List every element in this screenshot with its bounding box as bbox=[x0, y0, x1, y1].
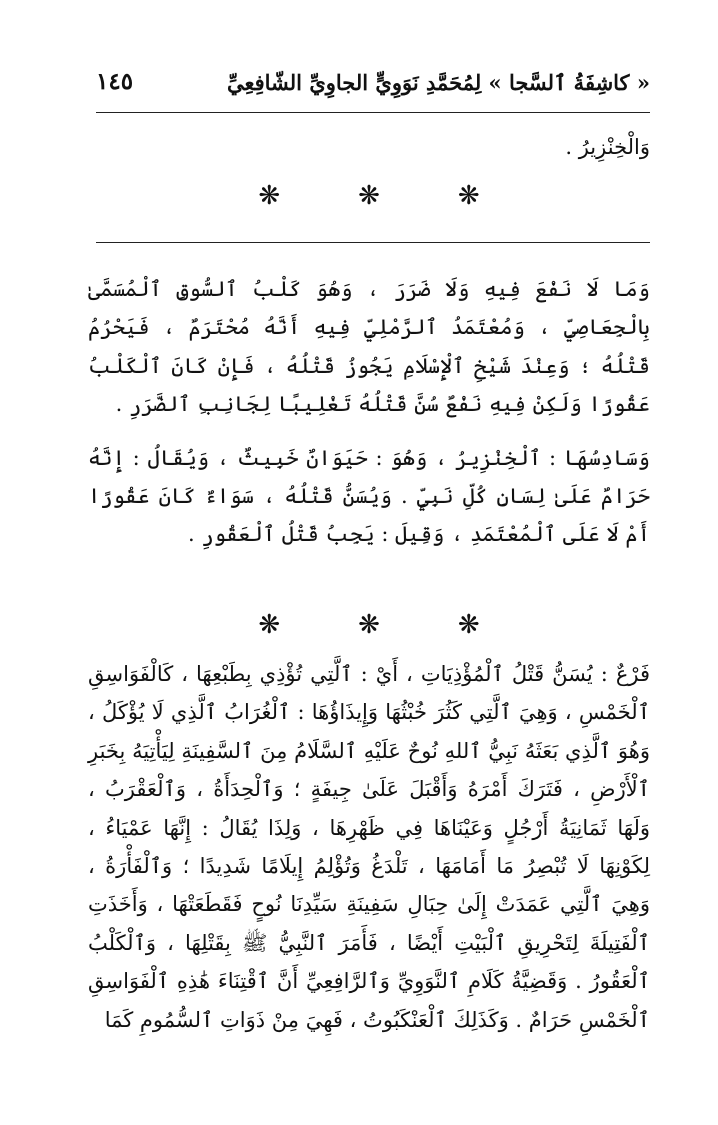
separator-star: ❋ bbox=[358, 610, 380, 640]
text-section-3 bbox=[88, 655, 650, 1054]
paragraph: فَرْعٌ : يُسَنُّ قَتْلُ ٱلْمُؤْذِيَاتِ ، أَيْ : ٱلَّتِي تُؤْذِي بِطَبْعِهَا ، كَالْفَوَاسِقِ ٱلْخَمْسِ ، وَهِيَ ٱلَّتِي كَثُرَ خُبْثُهَا وَإِيذَاؤُهَا : ٱلْغُرَابُ ٱلَّذِي لَا يُؤْكَلُ ، وَهُوَ ٱلَّذِي بَعَثَهُ نَبِيُّ ٱللهِ نُوحٌ عَلَيْهِ ٱلسَّلَامُ مِنَ ٱلسَّفِينَةِ لِيَأْتِيَهُ بِخَبَرِ ٱلْأَرْضِ ، فَتَرَكَ أَمْرَهُ وَأَقْبَلَ عَلَىٰ جِيفَةٍ ؛ وَٱلْحِدَأَةُ ، وَٱلْعَقْرَبُ ، وَلَهَا ثَمَانِيَةُ أَرْجُلٍ وَعَيْنَاهَا فِي ظَهْرِهَا ، وَلِذَا يُقَالُ : إِنَّهَا عَمْيَاءُ ، لِكَوْنِهَا لَا تُبْصِرُ مَا أَمَامَهَا ، تَلْدَغُ وَتُؤْلِمُ إِيلَامًا شَدِيدًا ؛ وَٱلْفَأْرَةُ ، وَهِيَ ٱلَّتِي عَمَدَتْ إِلَىٰ حِبَالِ سَفِينَةِ سَيِّدِنَا نُوحٍ فَقَطَعَتْهَا ، وَأَخَذَتِ ٱلْفَتِيلَةَ لِتَحْرِيقِ ٱلْبَيْتِ أَيْضًا ، فَأَمَرَ ٱلنَّبِيُّ ﷺ بِقَتْلِهَا ، وَٱلْكَلْبُ ٱلْعَقُورُ . وَقَضِيَّةُ كَلَامِ ٱلنَّوَوِيِّ وَٱلرَّافِعِيِّ أَنَّ ٱقْتِنَاءَ هَٰذِهِ ٱلْفَوَاسِقِ ٱلْخَمْسِ حَرَامٌ . وَكَذَلِكَ ٱلْعَنْكَبُوتُ ، فَهِيَ مِنْ ذَوَاتِ ٱلسُّمُومِ كَمَا bbox=[88, 662, 650, 1032]
page-number: ١٤٥ bbox=[96, 68, 134, 95]
paragraph: وَمَا لَا نَفْعَ فِيهِ وَلَا ضَرَرَ ، وَهُوَ كَلْبُ ٱلسُّوقِ ٱلْمُسَمَّىٰ بِالْجِعَاصِيِّ ، وَمُعْتَمَدُ ٱلرَّمْلِيِّ فِيهِ أَنَّهُ مُحْتَرَمٌ ، فَيَحْرُمُ قَتْلُهُ ؛ وَعِنْدَ شَيْخِ ٱلْإِسْلَامِ يَجُوزُ قَتْلُهُ ، فَإِنْ كَانَ ٱلْكَلْبُ عَقُورًا وَلَكِنْ فِيهِ نَفْعٌ سُنَّ قَتْلُهُ تَغْلِيبًا لِجَانِبِ ٱلضَّرَرِ . bbox=[88, 277, 650, 417]
section-divider bbox=[96, 242, 650, 243]
separator-stars-2 bbox=[88, 610, 650, 640]
running-title: « كاشِفَةُ ٱلسَّجا » لِمُحَمَّدِ نَوَوِيٍّ الجاوِيِّ الشّافِعِيِّ bbox=[226, 70, 650, 95]
page-header bbox=[96, 66, 650, 113]
separator-star: ❋ bbox=[258, 181, 281, 211]
paragraph: وَسَادِسُهَا : ٱلْخِنْزِيرُ ، وَهُوَ : حَيَوَانٌ خَبِيثٌ ، وَيُقَالُ : إِنَّهُ حَرَامٌ عَلَىٰ لِسَانِ كُلِّ نَبِيٍّ . وَيُسَنُّ قَتْلُهُ ، سَوَاءٌ كَانَ عَقُورًا أَمْ لَا عَلَى ٱلْمُعْتَمَدِ ، وَقِيلَ : يَجِبُ قَتْلُ ٱلْعَقُورِ . bbox=[88, 445, 650, 547]
separator-star: ❋ bbox=[457, 181, 480, 211]
paragraph: وَالْخِنْزِيرُ . bbox=[565, 135, 650, 159]
separator-star: ❋ bbox=[457, 610, 480, 640]
separator-stars-1 bbox=[88, 181, 650, 211]
text-section-1 bbox=[88, 128, 650, 181]
separator-star: ❋ bbox=[258, 610, 281, 640]
text-section-2 bbox=[88, 270, 650, 569]
separator-star: ❋ bbox=[358, 181, 380, 211]
